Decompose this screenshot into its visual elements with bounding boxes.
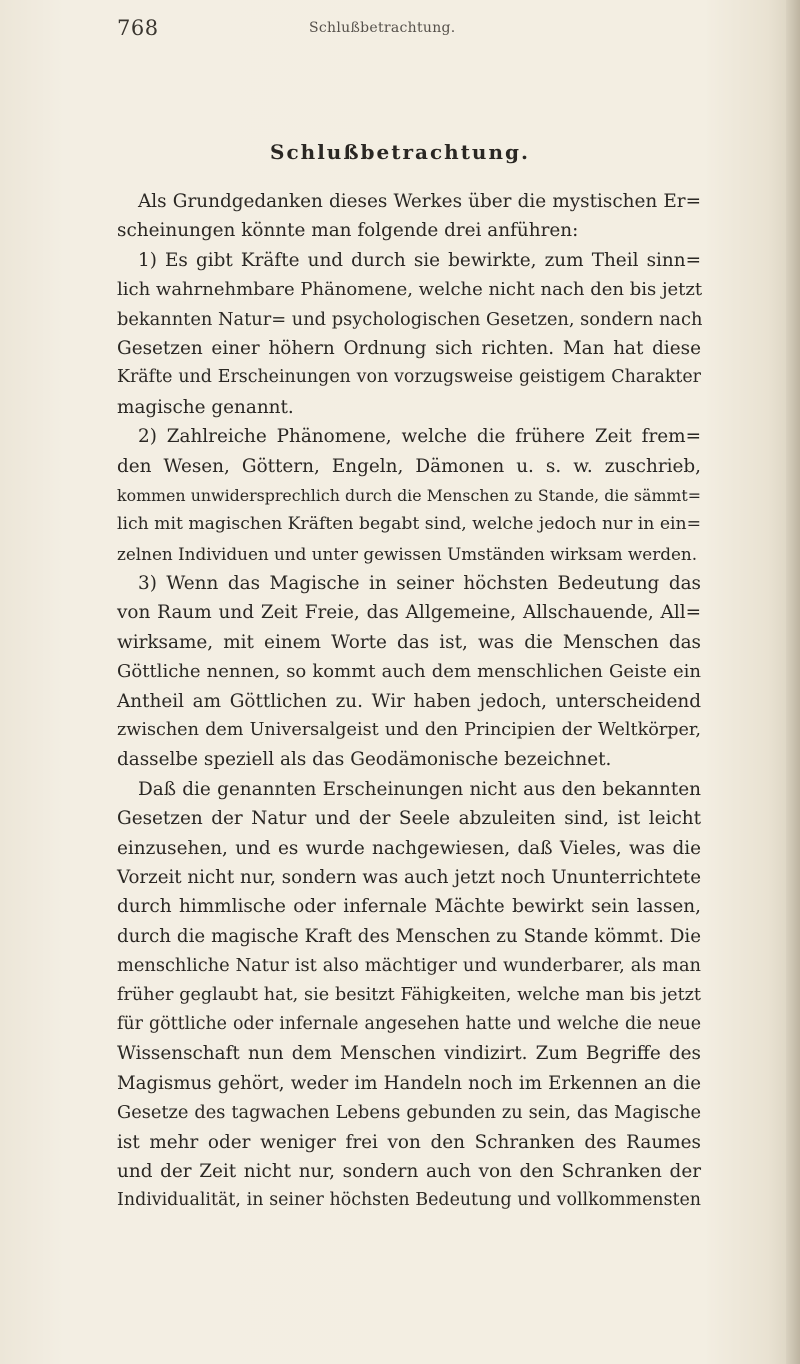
text-line: von Raum und Zeit Freie, das Allgemeine, Allschauende, All=	[117, 602, 701, 624]
text-line: bekannten Natur= und psychologischen Gesetzen, sondern nach	[117, 308, 703, 330]
text-line: 2) Zahlreiche Phänomene, welche die frühere Zeit frem=	[138, 426, 701, 448]
text-line: 1) Es gibt Kräfte und durch sie bewirkte, zum Theil sinn=	[138, 249, 701, 271]
text-line: ist mehr oder weniger frei von den Schranken des Raumes	[117, 1131, 701, 1153]
text-line: Kräfte und Erscheinungen von vorzugsweise geistigem Charakter	[117, 367, 701, 388]
text-line: einzusehen, und es wurde nachgewiesen, daß Vieles, was die	[117, 837, 701, 859]
text-line: lich wahrnehmbare Phänomene, welche nicht nach den bis jetzt	[117, 279, 703, 301]
text-line: zelnen Individuen und unter gewissen Umständen wirksam werden.	[117, 543, 698, 564]
text-line: Individualität, in seiner höchsten Bedeutung und vollkommensten	[117, 1190, 701, 1211]
page-header	[117, 16, 717, 44]
text-line: lich mit magischen Kräften begabt sind, welche jedoch nur in ein=	[117, 514, 701, 535]
text-line: Vorzeit nicht nur, sondern was auch jetzt noch Ununterrichtete	[117, 866, 701, 888]
text-line: wirksame, mit einem Worte das ist, was die Menschen das	[117, 631, 701, 653]
page-number: 768	[117, 16, 159, 40]
text-line: Daß die genannten Erscheinungen nicht aus den bekannten	[138, 778, 701, 800]
text-line: durch die magische Kraft des Menschen zu Stande kömmt. Die	[117, 925, 701, 947]
text-line: magische genannt.	[117, 396, 294, 418]
text-line: Als Grundgedanken dieses Werkes über die mystischen Er=	[138, 191, 701, 212]
text-line: Antheil am Göttlichen zu. Wir haben jedoch, unterscheidend	[117, 690, 701, 712]
text-line: zwischen dem Universalgeist und den Principien der Weltkörper,	[117, 720, 701, 741]
body-text	[117, 187, 701, 1216]
text-line: Göttliche nennen, so kommt auch dem menschlichen Geiste ein	[117, 661, 701, 683]
text-line: scheinungen könnte man folgende drei anführen:	[117, 220, 579, 242]
page-edge-shadow	[786, 0, 800, 1364]
running-head: Schlußbetrachtung.	[309, 20, 456, 36]
text-line: für göttliche oder infernale angesehen hatte und welche die neue	[117, 1013, 701, 1034]
text-line: 3) Wenn das Magische in seiner höchsten Bedeutung das	[138, 573, 701, 595]
text-line: Wissenschaft nun dem Menschen vindizirt. Zum Begriffe des	[117, 1043, 701, 1065]
text-line: Gesetzen einer höhern Ordnung sich richten. Man hat diese	[117, 337, 701, 359]
text-line: Magismus gehört, weder im Handeln noch im Erkennen an die	[117, 1072, 701, 1094]
text-line: den Wesen, Göttern, Engeln, Dämonen u. s. w. zuschrieb,	[117, 455, 701, 477]
text-line: und der Zeit nicht nur, sondern auch von den Schranken der	[117, 1160, 701, 1182]
section-title: Schlußbetrachtung.	[270, 140, 530, 164]
text-line: dasselbe speziell als das Geodämonische bezeichnet.	[117, 749, 612, 771]
text-line: Gesetze des tagwachen Lebens gebunden zu sein, das Magische	[117, 1102, 701, 1124]
text-line: kommen unwidersprechlich durch die Menschen zu Stande, die sämmt=	[117, 485, 701, 505]
text-line: durch himmlische oder infernale Mächte bewirkt sein lassen,	[117, 896, 701, 918]
text-line: menschliche Natur ist also mächtiger und wunderbarer, als man	[117, 955, 701, 977]
text-line: früher geglaubt hat, sie besitzt Fähigkeiten, welche man bis jetzt	[117, 984, 701, 1005]
text-line: Gesetzen der Natur und der Seele abzuleiten sind, ist leicht	[117, 808, 701, 830]
